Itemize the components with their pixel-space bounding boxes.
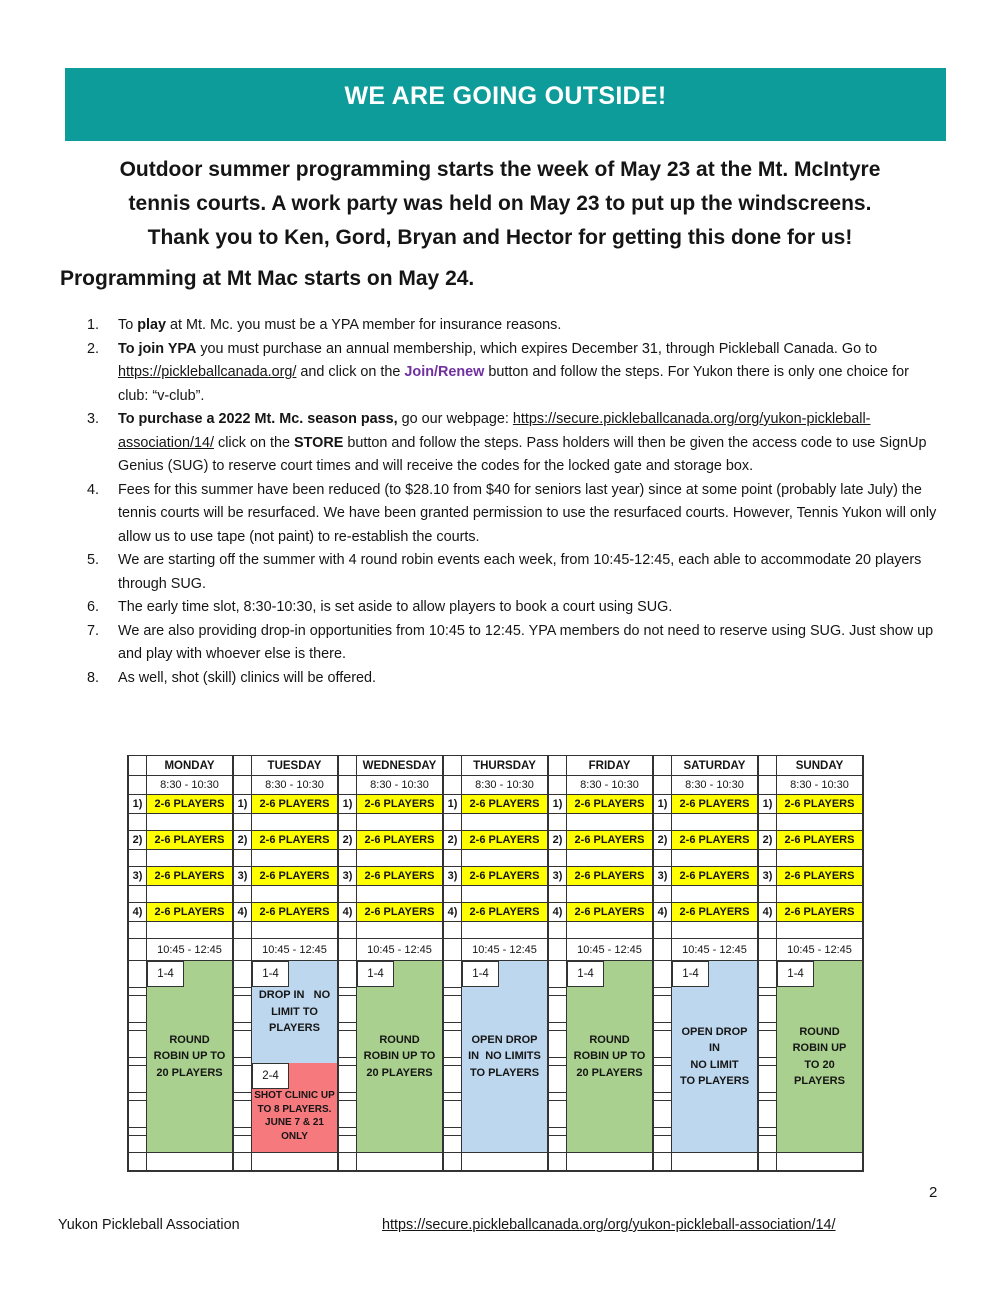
schedule-cell bbox=[338, 756, 357, 776]
block-label-line: IN NO LIMITS bbox=[468, 1050, 541, 1063]
schedule-cell bbox=[443, 776, 462, 795]
schedule-cell bbox=[147, 1153, 233, 1171]
block-label-line: TO PLAYERS bbox=[469, 1066, 540, 1079]
list-text bbox=[118, 408, 940, 479]
slot-players-cell: 2-6 PLAYERS bbox=[357, 903, 443, 922]
court-range-tag: 1-4 bbox=[777, 961, 814, 987]
schedule-cell bbox=[443, 939, 462, 961]
ruled-cell bbox=[233, 961, 252, 1153]
schedule-cell bbox=[338, 1153, 357, 1171]
court-range-tag: 1-4 bbox=[462, 961, 499, 987]
slot-number-cell: 1) bbox=[338, 795, 357, 814]
schedule-block bbox=[567, 961, 652, 1152]
schedule-cell bbox=[548, 886, 567, 903]
slot-players-cell: 2-6 PLAYERS bbox=[357, 831, 443, 850]
schedule-cell bbox=[548, 814, 567, 831]
court-range-tag: 1-4 bbox=[672, 961, 709, 987]
schedule-cell bbox=[233, 814, 252, 831]
schedule-cell bbox=[128, 939, 147, 961]
block-label-line: TO 20 bbox=[804, 1058, 835, 1071]
block-label-line: PLAYERS bbox=[794, 1075, 845, 1087]
schedule-cell bbox=[758, 922, 777, 939]
schedule-cell bbox=[443, 1153, 462, 1171]
schedule-cell bbox=[777, 886, 863, 903]
list-item bbox=[87, 667, 943, 691]
slot-players-cell: 2-6 PLAYERS bbox=[777, 831, 863, 850]
early-time-cell: 8:30 - 10:30 bbox=[147, 776, 233, 795]
block-label-line: TO PLAYERS bbox=[679, 1075, 750, 1087]
list-text bbox=[118, 667, 940, 691]
late-time-cell: 10:45 - 12:45 bbox=[777, 939, 863, 961]
slot-players-cell: 2-6 PLAYERS bbox=[147, 831, 233, 850]
block-label bbox=[793, 1024, 847, 1090]
court-range-tag: 1-4 bbox=[147, 961, 184, 987]
list-text bbox=[118, 479, 940, 550]
schedule-cell bbox=[338, 939, 357, 961]
list-number: 3. bbox=[87, 411, 100, 427]
schedule-cell bbox=[653, 850, 672, 867]
slot-number-cell: 2) bbox=[233, 831, 252, 850]
block-label-line: ROBIN UP TO bbox=[153, 1050, 226, 1063]
text-run: at Mt. Mc. you must be a YPA member for insurance reasons. bbox=[166, 317, 562, 333]
late-time-cell: 10:45 - 12:45 bbox=[672, 939, 758, 961]
list-text bbox=[118, 314, 940, 338]
list-number: 1. bbox=[87, 317, 100, 333]
list-text bbox=[118, 596, 940, 620]
schedule-cell bbox=[233, 922, 252, 939]
schedule-cell bbox=[462, 850, 548, 867]
slot-number-cell: 1) bbox=[548, 795, 567, 814]
section-heading: Programming at Mt Mac starts on May 24. bbox=[60, 267, 475, 290]
schedule-block bbox=[252, 961, 337, 1063]
ruled-cell bbox=[128, 961, 147, 1153]
block-label-line: ROBIN UP TO bbox=[573, 1050, 646, 1063]
block-label-line: JUNE 7 & 21 bbox=[265, 1117, 324, 1129]
page-number: 2 bbox=[929, 1184, 938, 1201]
schedule-cell bbox=[443, 886, 462, 903]
schedule-cell bbox=[758, 814, 777, 831]
schedule-cell bbox=[147, 850, 233, 867]
schedule-cell bbox=[672, 850, 758, 867]
day-activity-cell bbox=[672, 961, 758, 1153]
schedule-cell bbox=[548, 1153, 567, 1171]
slot-players-cell: 2-6 PLAYERS bbox=[777, 903, 863, 922]
block-label-line: 20 PLAYERS bbox=[576, 1066, 643, 1079]
text-run: As well, shot (skill) clinics will be offered. bbox=[118, 669, 377, 686]
schedule-cell bbox=[758, 1153, 777, 1171]
intro-paragraph bbox=[50, 153, 950, 255]
block-label-line: PLAYERS bbox=[269, 1022, 320, 1035]
schedule-block bbox=[462, 961, 547, 1152]
schedule-cell bbox=[233, 850, 252, 867]
block-label-line: TO 8 PLAYERS. bbox=[257, 1103, 332, 1115]
schedule-cell bbox=[653, 939, 672, 961]
schedule-cell bbox=[252, 886, 338, 903]
schedule-cell bbox=[672, 1153, 758, 1171]
schedule-cell bbox=[233, 1153, 252, 1171]
text-run: click on the bbox=[214, 434, 294, 451]
block-label-line: DROP IN NO bbox=[258, 989, 331, 1002]
text-run: go our webpage: bbox=[397, 411, 513, 427]
slot-players-cell: 2-6 PLAYERS bbox=[252, 867, 338, 886]
late-time-cell: 10:45 - 12:45 bbox=[252, 939, 338, 961]
schedule-cell bbox=[777, 814, 863, 831]
slot-number-cell: 2) bbox=[443, 831, 462, 850]
list-item bbox=[87, 620, 943, 667]
schedule-cell bbox=[233, 886, 252, 903]
schedule-cell bbox=[128, 756, 147, 776]
schedule-cell bbox=[567, 850, 653, 867]
slot-number-cell: 3) bbox=[128, 867, 147, 886]
court-range-tag: 1-4 bbox=[357, 961, 394, 987]
slot-players-cell: 2-6 PLAYERS bbox=[147, 867, 233, 886]
schedule-cell bbox=[128, 814, 147, 831]
schedule-cell bbox=[338, 776, 357, 795]
schedule-cell bbox=[128, 850, 147, 867]
day-activity-cell bbox=[777, 961, 863, 1153]
slot-number-cell: 1) bbox=[758, 795, 777, 814]
early-time-cell: 8:30 - 10:30 bbox=[357, 776, 443, 795]
list-text bbox=[118, 338, 940, 409]
schedule-cell bbox=[338, 814, 357, 831]
slot-number-cell: 1) bbox=[233, 795, 252, 814]
slot-number-cell: 3) bbox=[443, 867, 462, 886]
ruled-cell bbox=[758, 961, 777, 1153]
list-item bbox=[87, 338, 943, 409]
schedule-cell bbox=[672, 922, 758, 939]
late-time-cell: 10:45 - 12:45 bbox=[462, 939, 548, 961]
schedule-cell bbox=[252, 922, 338, 939]
slot-players-cell: 2-6 PLAYERS bbox=[462, 795, 548, 814]
slot-players-cell: 2-6 PLAYERS bbox=[462, 831, 548, 850]
text-run: button and follow the steps. Pass holders will then be given the access code to use SignUp Genius (SUG) to reserve court times and will receive the codes for the locked gate and storage box. bbox=[118, 434, 927, 474]
schedule-cell bbox=[147, 814, 233, 831]
slot-number-cell: 2) bbox=[338, 831, 357, 850]
intro-line: Thank you to Ken, Gord, Bryan and Hector for getting this done for us! bbox=[147, 226, 853, 249]
block-label-line: ROBIN UP TO bbox=[363, 1050, 436, 1063]
slot-players-cell: 2-6 PLAYERS bbox=[672, 867, 758, 886]
ruled-cell bbox=[443, 961, 462, 1153]
list-item bbox=[87, 314, 943, 338]
text-run: button and follow the steps. For Yukon there is only one choice for club: “v-club”. bbox=[118, 364, 909, 404]
schedule-cell bbox=[233, 776, 252, 795]
block-label bbox=[680, 1024, 749, 1090]
schedule-cell bbox=[777, 850, 863, 867]
text-run: and click on the bbox=[296, 364, 405, 380]
ruled-cell bbox=[653, 961, 672, 1153]
early-time-cell: 8:30 - 10:30 bbox=[462, 776, 548, 795]
slot-players-cell: 2-6 PLAYERS bbox=[357, 867, 443, 886]
slot-players-cell: 2-6 PLAYERS bbox=[567, 867, 653, 886]
day-activity-cell bbox=[252, 961, 338, 1153]
slot-players-cell: 2-6 PLAYERS bbox=[147, 903, 233, 922]
late-time-cell: 10:45 - 12:45 bbox=[567, 939, 653, 961]
day-activity-cell bbox=[147, 961, 233, 1153]
store-label: STORE bbox=[294, 434, 344, 451]
schedule-cell bbox=[653, 886, 672, 903]
block-label bbox=[154, 1032, 226, 1082]
schedule-cell bbox=[653, 776, 672, 795]
text-run: Fees for this summer have been reduced (to $28.10 from $40 for seniors last year) since at some point (probably late July) the tennis courts will be resurfaced. We have been granted permission to use the resurfaced courts. However, Tennis Yukon will only allow us to use tape (not paint) to re-establish the courts. bbox=[118, 481, 937, 545]
early-time-cell: 8:30 - 10:30 bbox=[672, 776, 758, 795]
block-label-line: OPEN DROP bbox=[471, 1033, 538, 1046]
schedule-cell bbox=[672, 886, 758, 903]
late-time-cell: 10:45 - 12:45 bbox=[357, 939, 443, 961]
schedule-cell bbox=[252, 814, 338, 831]
schedule-cell bbox=[443, 850, 462, 867]
schedule-cell bbox=[548, 756, 567, 776]
pickleballcanada-link[interactable]: https://pickleballcanada.org/ bbox=[118, 364, 297, 380]
schedule-cell bbox=[653, 922, 672, 939]
schedule-cell bbox=[758, 776, 777, 795]
slot-players-cell: 2-6 PLAYERS bbox=[567, 831, 653, 850]
schedule-cell bbox=[338, 886, 357, 903]
block-label bbox=[468, 1032, 541, 1082]
schedule-cell bbox=[128, 886, 147, 903]
schedule-cell bbox=[357, 1153, 443, 1171]
slot-players-cell: 2-6 PLAYERS bbox=[252, 831, 338, 850]
schedule-cell bbox=[252, 1153, 338, 1171]
block-label-line: ROUND bbox=[799, 1025, 840, 1038]
ruled-cell bbox=[548, 961, 567, 1153]
list-text bbox=[118, 549, 940, 596]
slot-players-cell: 2-6 PLAYERS bbox=[672, 795, 758, 814]
block-label-line: LIMIT TO bbox=[271, 1005, 318, 1018]
list-item bbox=[87, 408, 943, 479]
slot-number-cell: 1) bbox=[443, 795, 462, 814]
slot-players-cell: 2-6 PLAYERS bbox=[567, 903, 653, 922]
day-header: TUESDAY bbox=[252, 756, 338, 776]
schedule-cell bbox=[338, 850, 357, 867]
schedule-cell bbox=[567, 1153, 653, 1171]
schedule-cell bbox=[758, 939, 777, 961]
day-activity-cell bbox=[357, 961, 443, 1153]
schedule-block bbox=[147, 961, 232, 1152]
schedule-cell bbox=[462, 814, 548, 831]
early-time-cell: 8:30 - 10:30 bbox=[777, 776, 863, 795]
schedule-cell bbox=[548, 850, 567, 867]
schedule-cell bbox=[462, 922, 548, 939]
join-renew-label: Join/Renew bbox=[404, 364, 485, 380]
block-label-line: 20 PLAYERS bbox=[156, 1066, 223, 1079]
late-time-cell: 10:45 - 12:45 bbox=[147, 939, 233, 961]
schedule-cell bbox=[777, 922, 863, 939]
slot-players-cell: 2-6 PLAYERS bbox=[252, 795, 338, 814]
banner-title: WE ARE GOING OUTSIDE! bbox=[344, 82, 667, 110]
footer-organization: Yukon Pickleball Association bbox=[58, 1217, 240, 1233]
court-range-tag: 1-4 bbox=[567, 961, 604, 987]
slot-players-cell: 2-6 PLAYERS bbox=[777, 867, 863, 886]
schedule-cell bbox=[128, 776, 147, 795]
season-pass-link[interactable]: https://secure.pickleballcanada.org/org/yukon-pickleball-association/14/ bbox=[118, 411, 871, 451]
block-label-line: ROUND bbox=[589, 1033, 630, 1046]
slot-number-cell: 4) bbox=[233, 903, 252, 922]
block-label-line: ROUND bbox=[169, 1033, 210, 1046]
slot-number-cell: 4) bbox=[443, 903, 462, 922]
block-label-line: ROUND bbox=[379, 1033, 420, 1046]
schedule-cell bbox=[462, 1153, 548, 1171]
slot-number-cell: 4) bbox=[548, 903, 567, 922]
block-label-line: SHOT CLINIC UP bbox=[254, 1090, 335, 1102]
court-range-tag: 1-4 bbox=[252, 961, 289, 987]
block-label-line: ONLY bbox=[281, 1130, 308, 1142]
block-label-line: IN bbox=[708, 1042, 720, 1054]
banner bbox=[65, 68, 946, 141]
slot-number-cell: 2) bbox=[653, 831, 672, 850]
footer-link[interactable]: https://secure.pickleballcanada.org/org/yukon-pickleball-association/14/ bbox=[382, 1217, 836, 1233]
early-time-cell: 8:30 - 10:30 bbox=[567, 776, 653, 795]
schedule-cell bbox=[653, 756, 672, 776]
slot-players-cell: 2-6 PLAYERS bbox=[462, 903, 548, 922]
list-item bbox=[87, 479, 943, 550]
slot-number-cell: 1) bbox=[128, 795, 147, 814]
slot-players-cell: 2-6 PLAYERS bbox=[777, 795, 863, 814]
slot-number-cell: 2) bbox=[548, 831, 567, 850]
schedule-cell bbox=[777, 1153, 863, 1171]
slot-number-cell: 4) bbox=[338, 903, 357, 922]
day-header: SUNDAY bbox=[777, 756, 863, 776]
text-run: To bbox=[118, 317, 138, 333]
day-header: FRIDAY bbox=[567, 756, 653, 776]
slot-players-cell: 2-6 PLAYERS bbox=[462, 867, 548, 886]
schedule-block bbox=[672, 961, 757, 1152]
schedule-cell bbox=[128, 922, 147, 939]
block-label bbox=[259, 987, 330, 1037]
slot-players-cell: 2-6 PLAYERS bbox=[357, 795, 443, 814]
list-text bbox=[118, 620, 940, 667]
intro-line: tennis courts. A work party was held on May 23 to put up the windscreens. bbox=[128, 192, 872, 215]
schedule-cell bbox=[252, 850, 338, 867]
schedule-cell bbox=[357, 922, 443, 939]
schedule-cell bbox=[443, 922, 462, 939]
slot-number-cell: 3) bbox=[548, 867, 567, 886]
schedule-cell bbox=[357, 850, 443, 867]
schedule-cell bbox=[462, 886, 548, 903]
schedule-cell bbox=[443, 756, 462, 776]
slot-number-cell: 1) bbox=[653, 795, 672, 814]
text-run-bold: play bbox=[137, 317, 166, 333]
schedule-cell bbox=[567, 814, 653, 831]
slot-players-cell: 2-6 PLAYERS bbox=[672, 831, 758, 850]
early-time-cell: 8:30 - 10:30 bbox=[252, 776, 338, 795]
text-run: We are also providing drop-in opportunities from 10:45 to 12:45. YPA members do not need to reserve using SUG. Just show up and play with whoever else is there. bbox=[118, 622, 934, 662]
schedule-cell bbox=[548, 939, 567, 961]
text-run: you must purchase an annual membership, which expires December 31, through Pickleball Canada. Go to bbox=[196, 340, 878, 357]
schedule-cell bbox=[758, 850, 777, 867]
slot-players-cell: 2-6 PLAYERS bbox=[147, 795, 233, 814]
schedule-block bbox=[777, 961, 862, 1152]
slot-number-cell: 3) bbox=[338, 867, 357, 886]
slot-number-cell: 2) bbox=[758, 831, 777, 850]
schedule-cell bbox=[758, 886, 777, 903]
day-header: MONDAY bbox=[147, 756, 233, 776]
schedule-cell bbox=[548, 776, 567, 795]
schedule-cell bbox=[567, 886, 653, 903]
slot-players-cell: 2-6 PLAYERS bbox=[252, 903, 338, 922]
schedule-cell bbox=[233, 939, 252, 961]
slot-number-cell: 4) bbox=[758, 903, 777, 922]
block-label bbox=[364, 1032, 436, 1082]
list-number: 8. bbox=[87, 669, 100, 686]
schedule-cell bbox=[548, 922, 567, 939]
list-number: 4. bbox=[87, 481, 100, 498]
text-run-bold: To join YPA bbox=[118, 340, 197, 357]
schedule-table bbox=[127, 755, 864, 1172]
slot-number-cell: 4) bbox=[653, 903, 672, 922]
list-number: 6. bbox=[87, 599, 100, 615]
schedule-cell bbox=[443, 814, 462, 831]
day-activity-cell bbox=[567, 961, 653, 1153]
slot-number-cell: 2) bbox=[128, 831, 147, 850]
schedule-cell bbox=[338, 922, 357, 939]
schedule-cell bbox=[758, 756, 777, 776]
list-number: 2. bbox=[87, 340, 100, 357]
day-activity-cell bbox=[462, 961, 548, 1153]
slot-number-cell: 3) bbox=[653, 867, 672, 886]
slot-number-cell: 3) bbox=[233, 867, 252, 886]
schedule-block bbox=[357, 961, 442, 1152]
block-label-line: 20 PLAYERS bbox=[366, 1066, 433, 1079]
list-number: 7. bbox=[87, 622, 100, 639]
ruled-cell bbox=[338, 961, 357, 1153]
info-list bbox=[87, 314, 943, 690]
schedule-cell bbox=[147, 922, 233, 939]
block-label bbox=[574, 1032, 646, 1082]
intro-line: Outdoor summer programming starts the week of May 23 at the Mt. McIntyre bbox=[119, 158, 881, 181]
schedule-cell bbox=[357, 814, 443, 831]
text-run: The early time slot, 8:30-10:30, is set aside to allow players to book a court using SUG. bbox=[118, 599, 673, 615]
slot-players-cell: 2-6 PLAYERS bbox=[567, 795, 653, 814]
day-header: SATURDAY bbox=[672, 756, 758, 776]
block-label-line: OPEN DROP bbox=[681, 1025, 748, 1038]
schedule-block bbox=[252, 1063, 337, 1152]
slot-players-cell: 2-6 PLAYERS bbox=[672, 903, 758, 922]
schedule-cell bbox=[653, 1153, 672, 1171]
text-run: We are starting off the summer with 4 round robin events each week, from 10:45-12:45, each able to accommodate 20 players through SUG. bbox=[118, 552, 922, 592]
schedule-cell bbox=[672, 814, 758, 831]
schedule-cell bbox=[567, 922, 653, 939]
schedule-cell bbox=[233, 756, 252, 776]
block-label-line: NO LIMIT bbox=[690, 1058, 739, 1071]
slot-number-cell: 4) bbox=[128, 903, 147, 922]
court-range-tag: 2-4 bbox=[252, 1063, 289, 1089]
day-header: WEDNESDAY bbox=[357, 756, 443, 776]
list-item bbox=[87, 596, 943, 620]
schedule-cell bbox=[357, 886, 443, 903]
block-label bbox=[254, 1089, 335, 1143]
day-header: THURSDAY bbox=[462, 756, 548, 776]
slot-number-cell: 3) bbox=[758, 867, 777, 886]
schedule-cell bbox=[653, 814, 672, 831]
schedule-cell bbox=[147, 886, 233, 903]
list-item bbox=[87, 549, 943, 596]
block-label-line: ROBIN UP bbox=[792, 1042, 847, 1054]
schedule-cell bbox=[128, 1153, 147, 1171]
text-run-bold: To purchase a 2022 Mt. Mc. season pass, bbox=[118, 411, 398, 427]
list-number: 5. bbox=[87, 552, 100, 568]
